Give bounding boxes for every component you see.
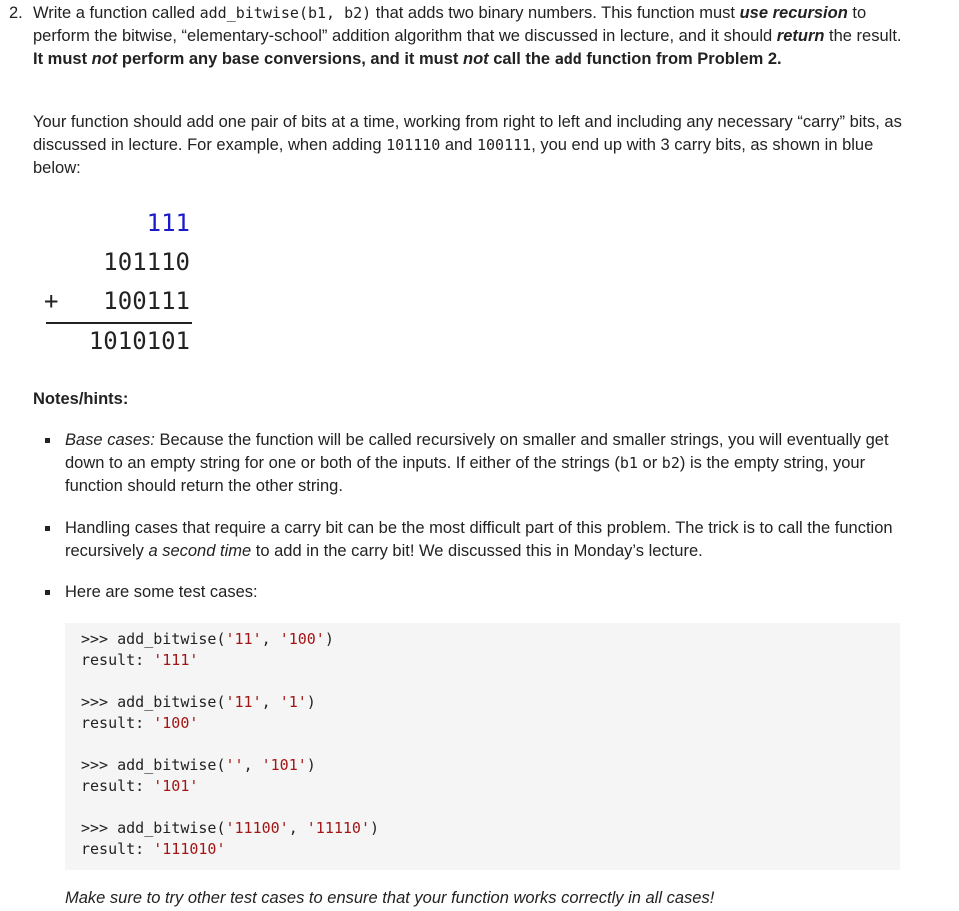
result-label: result: bbox=[81, 651, 154, 669]
constraint-text: perform any base conversions, and it must bbox=[117, 50, 464, 68]
test-close: ) bbox=[306, 693, 316, 711]
test-result: '111' bbox=[153, 651, 199, 669]
explanation-text: , you end up with 3 carry bits, as shown in blue below: bbox=[33, 136, 874, 177]
test-close: ) bbox=[324, 630, 334, 648]
hint-base-cases bbox=[65, 429, 915, 498]
hint-text: Because the function will be called recursively on smaller and smaller strings, you will eventually get down to an empty string for one or both of the inputs. If either of the strings ( bbox=[65, 431, 889, 472]
hint-text: ) is the empty string, your function should return the other string. bbox=[65, 454, 866, 495]
intro-text: to perform the bitwise, “elementary-school” addition algorithm that we discussed in lecture, and it should bbox=[33, 4, 867, 45]
test-prompt: >>> add_bitwise( bbox=[81, 756, 226, 774]
test-case bbox=[81, 692, 316, 734]
bullet bbox=[45, 526, 50, 531]
hint-carry bbox=[65, 517, 915, 563]
test-arg: '101' bbox=[261, 756, 307, 774]
explanation-text: Your function should add one pair of bits at a time, working from right to left and including any necessary “carry” bits, as discussed in lecture. For example, when adding bbox=[33, 113, 902, 154]
test-prompt: >>> add_bitwise( bbox=[81, 693, 226, 711]
test-prompt: >>> add_bitwise( bbox=[81, 630, 226, 648]
hint-test-cases bbox=[65, 581, 915, 604]
sum-result: 1010101 bbox=[88, 327, 190, 355]
example-number-2: 100111 bbox=[477, 136, 532, 154]
test-case bbox=[81, 755, 316, 797]
result-label: result: bbox=[81, 777, 154, 795]
notes-heading: Notes/hints: bbox=[33, 390, 129, 408]
test-close: ) bbox=[370, 819, 380, 837]
hint-text: Handling cases that require a carry bit can be the most difficult part of this problem. The trick is to call the function recursively bbox=[65, 519, 893, 560]
test-arg: '100' bbox=[279, 630, 325, 648]
explanation-text: and bbox=[440, 136, 477, 154]
return-emphasis: return bbox=[776, 27, 825, 45]
test-case bbox=[81, 818, 379, 860]
explanation-paragraph bbox=[33, 111, 913, 180]
plus-operator: + bbox=[44, 287, 59, 315]
hint-text: Here are some test cases: bbox=[65, 583, 258, 601]
base-cases-label: Base cases: bbox=[65, 431, 155, 449]
addend-top: 101110 bbox=[103, 248, 190, 276]
result-label: result: bbox=[81, 840, 154, 858]
closing-note: Make sure to try other test cases to ensure that your function works correctly in all cases! bbox=[65, 889, 715, 907]
intro-text: that adds two binary numbers. This function must bbox=[371, 4, 740, 22]
test-arg: '1' bbox=[279, 693, 307, 711]
use-recursion-emphasis: use recursion bbox=[739, 4, 848, 22]
test-result: '100' bbox=[153, 714, 199, 732]
test-arg: '11' bbox=[225, 693, 262, 711]
problem-number: 2. bbox=[9, 4, 23, 22]
test-close: ) bbox=[306, 756, 316, 774]
not-emphasis: not bbox=[91, 50, 118, 68]
test-sep: , bbox=[243, 756, 262, 774]
constraint-text: function from Problem 2. bbox=[581, 50, 782, 68]
add-function-name: add bbox=[554, 50, 582, 68]
bullet bbox=[45, 590, 50, 595]
sum-divider bbox=[46, 322, 192, 324]
bullet bbox=[45, 438, 50, 443]
hint-text: or bbox=[637, 454, 662, 472]
test-arg: '' bbox=[225, 756, 244, 774]
result-label: result: bbox=[81, 714, 154, 732]
test-sep: , bbox=[261, 630, 280, 648]
problem-statement bbox=[9, 2, 913, 71]
intro-text: Write a function called bbox=[33, 4, 200, 22]
intro-text: the result. bbox=[824, 27, 902, 45]
constraint-text: call the bbox=[488, 50, 555, 68]
example-number-1: 101110 bbox=[386, 136, 441, 154]
test-prompt: >>> add_bitwise( bbox=[81, 819, 226, 837]
test-arg: '11100' bbox=[225, 819, 289, 837]
test-sep: , bbox=[261, 693, 280, 711]
test-result: '111010' bbox=[153, 840, 226, 858]
test-arg: '11' bbox=[225, 630, 262, 648]
param-b1: b1 bbox=[619, 454, 638, 472]
function-signature: add_bitwise(b1, b2) bbox=[199, 4, 372, 22]
addend-bottom: 100111 bbox=[103, 287, 190, 315]
test-result: '101' bbox=[153, 777, 199, 795]
not-emphasis: not bbox=[463, 50, 489, 68]
test-case bbox=[81, 629, 334, 671]
test-sep: , bbox=[288, 819, 307, 837]
second-time-emphasis: a second time bbox=[148, 542, 252, 560]
test-arg: '11110' bbox=[306, 819, 370, 837]
test-cases-code-block bbox=[65, 623, 900, 870]
constraint-text: It must bbox=[33, 50, 92, 68]
hint-text: to add in the carry bit! We discussed this in Monday’s lecture. bbox=[251, 542, 703, 560]
carry-bits: 111 bbox=[146, 209, 190, 237]
param-b2: b2 bbox=[661, 454, 680, 472]
